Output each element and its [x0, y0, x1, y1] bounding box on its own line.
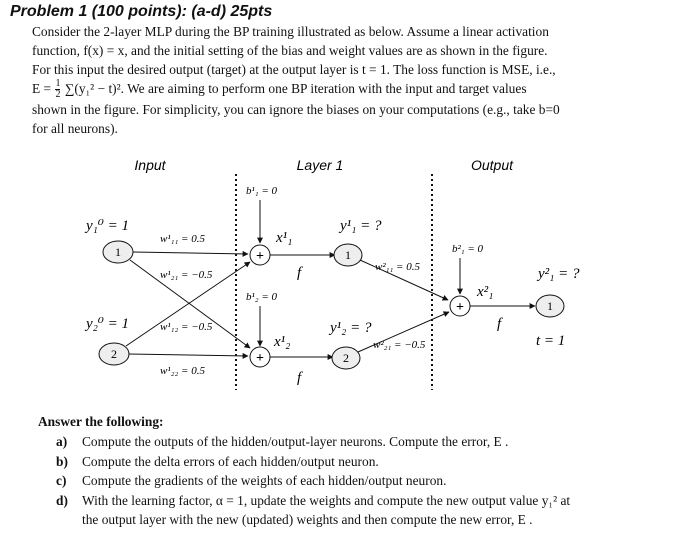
edge-in2-h2: [129, 354, 248, 356]
intro-line-1: Consider the 2-layer MLP during the BP training illustrated as below. Assume a linear activation: [32, 24, 549, 39]
question-list: [38, 432, 658, 530]
activation-f-1: f: [297, 265, 302, 281]
hidden-net-x2: x¹₂: [274, 334, 291, 350]
input-node-2-label: 2: [111, 347, 117, 361]
weight-w21-2: w²₂₁ = −0.5: [373, 339, 426, 351]
question-text-continued: the output layer with the new (updated) weights and then compute the new error, E .: [82, 512, 533, 527]
question-text: Compute the gradients of the weights of each hidden/output neuron.: [82, 473, 447, 488]
weight-w11-1: w¹₁₁ = 0.5: [160, 233, 205, 245]
hidden-output-y1: y¹₁ = ?: [340, 218, 382, 234]
loss-sum: ∑(y₁² − t)².: [64, 81, 124, 96]
question-letter: a): [56, 434, 68, 449]
input-node-1-label: 1: [115, 245, 121, 259]
weight-w21-1: w¹₂₁ = −0.5: [160, 269, 213, 281]
problem-title: Problem 1 (100 points): (a-d) 25pts: [10, 3, 273, 20]
question-letter: d): [56, 492, 68, 508]
weight-w11-2: w²₁₁ = 0.5: [375, 261, 420, 273]
bias-b2-1: b¹₂ = 0: [246, 291, 278, 303]
output-node-1-label: 1: [547, 299, 553, 313]
question-text: Compute the delta errors of each hidden/output neuron.: [82, 453, 379, 469]
hidden-net-x1: x¹₁: [276, 230, 293, 246]
output-sum-symbol: +: [456, 300, 464, 315]
input1-value: y₁⁰ = 1: [86, 218, 130, 234]
half-fraction: [55, 79, 60, 100]
question-item: [38, 432, 658, 452]
question-text: With the learning factor, α = 1, update the weights and compute the new output value y₁² at: [82, 492, 571, 508]
answer-heading: Answer the following:: [38, 414, 164, 429]
weight-w22-1: w¹₂₂ = 0.5: [160, 365, 205, 377]
hidden-node-2-label: 2: [343, 351, 349, 365]
output-value-y1: y²₁ = ?: [538, 266, 580, 282]
bias-b1-1: b¹₁ = 0: [246, 185, 278, 197]
loss-prefix: E =: [32, 81, 52, 96]
question-item: [38, 471, 658, 491]
hidden-output-y2: y¹₂ = ?: [330, 320, 372, 336]
problem-description: [32, 22, 640, 138]
question-letter: c): [56, 473, 67, 488]
activation-f-out: f: [497, 316, 502, 332]
question-text: Compute the outputs of the hidden/output-layer neurons. Compute the error, E .: [82, 434, 509, 449]
fraction-denominator: 2: [55, 89, 61, 101]
intro-line-5: shown in the figure. For simplicity, you can ignore the biases on your computations (e.g., take b=0: [32, 102, 560, 118]
edge-in1-h1: [133, 252, 248, 254]
hidden-sum-1-symbol: +: [256, 249, 264, 264]
input2-value: y₂⁰ = 1: [86, 316, 130, 332]
activation-f-2: f: [297, 370, 302, 386]
loss-equation-line: [32, 79, 640, 100]
questions-section: [38, 414, 658, 530]
hidden-sum-2-symbol: +: [256, 351, 264, 366]
bias-b1-2: b²₁ = 0: [452, 243, 484, 255]
intro-line-2: function, f(x) = x, and the initial setting of the bias and weight values are as shown in the figure.: [32, 43, 548, 58]
weight-w12-1: w¹₁₂ = −0.5: [160, 321, 213, 333]
hidden-node-1-label: 1: [345, 248, 351, 262]
col-input-label: Input: [134, 157, 166, 173]
question-item: [38, 452, 658, 472]
col-layer1-label: Layer 1: [296, 157, 344, 173]
fraction-numerator: 1: [55, 78, 61, 90]
loss-suffix: We are aiming to perform one BP iteration with the input and target values: [127, 81, 527, 96]
col-output-label: Output: [470, 157, 514, 173]
mlp-diagram: [0, 150, 700, 410]
intro-line-6: for all neurons).: [32, 121, 118, 137]
output-net-x1: x²₁: [477, 284, 494, 300]
question-item: [38, 491, 658, 530]
target-value: t = 1: [536, 333, 566, 349]
intro-line-3: For this input the desired output (target) at the output layer is t = 1. The loss function is MSE, i.e.,: [32, 62, 556, 77]
question-letter: b): [56, 453, 68, 469]
